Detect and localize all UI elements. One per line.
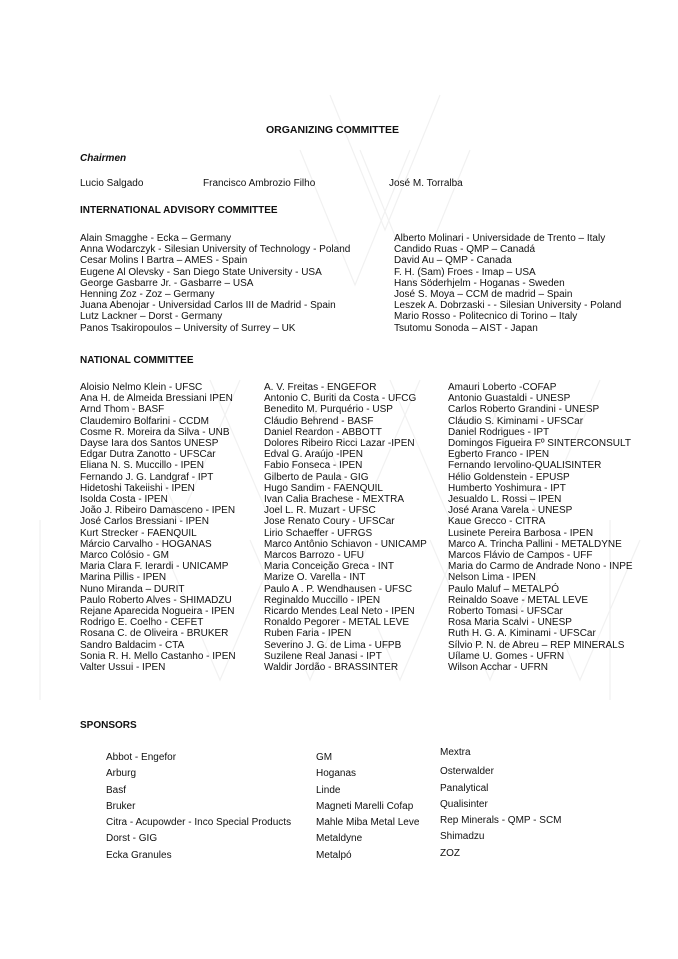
list-item: Benedito M. Purquério - USP [264,404,393,416]
list-item: George Gasbarre Jr. - Gasbarre – USA [80,277,254,289]
list-item: Hans Söderhjelm - Hoganas - Sweden [394,277,565,289]
list-item: Antonio Guastaldi - UNESP [448,393,571,405]
list-item: Marco Antônio Schiavon - UNICAMP [264,538,427,550]
list-item: Waldir Jordão - BRASSINTER [264,662,399,674]
list-item: Humberto Yoshimura - IPT [448,482,566,494]
list-item: Reginaldo Muccillo - IPEN [264,594,381,606]
sponsor-item: Magneti Marelli Cofap [316,800,414,812]
list-item: Cosme R. Moreira da Silva - UNB [80,426,230,438]
sponsors-col1 [106,750,291,864]
national-list-col3 [448,382,633,673]
list-item: Cláudio S. Kiminami - UFSCar [448,415,584,427]
list-item: Edgar Dutra Zanotto - UFSCar [80,449,216,461]
list-item: Candido Ruas - QMP – Canadá [394,244,536,256]
list-item: Paulo Maluf – METALPÓ [448,583,559,595]
sponsor-item: Abbot - Engefor [106,752,177,763]
list-item: Sonia R. H. Mello Castanho - IPEN [80,650,236,662]
list-item: Dolores Ribeiro Ricci Lazar -IPEN [264,438,415,450]
list-item: Maria Clara F. Ierardi - UNICAMP [80,561,229,573]
list-item: José S. Moya – CCM de madrid – Spain [394,289,573,301]
list-item: Edval G. Araújo -IPEN [264,449,363,461]
list-item: Severino J. G. de Lima - UFPB [264,639,402,651]
list-item: Gilberto de Paula - GIG [264,471,369,483]
list-item: A. V. Freitas - ENGEFOR [264,382,377,393]
list-item: David Au – QMP - Canada [394,255,512,267]
sponsor-item: Arburg [106,768,137,780]
list-item: Maria Conceição Greca - INT [264,561,395,573]
sponsor-item: GM [316,752,333,763]
list-item: Eugene Al Olevsky - San Diego State University - USA [80,266,322,278]
sponsor-item: Osterwalder [440,766,494,778]
list-item: Mario Rosso - Politecnico di Torino – Italy [394,311,578,323]
list-item: José Arana Varela - UNESP [448,505,573,517]
list-item: Sílvio P. N. de Abreu – REP MINERALS [448,639,625,651]
sponsors-col3 [440,745,562,862]
list-item: Antonio C. Buriti da Costa - UFCG [264,393,417,405]
list-item: Alain Smagghe - Ecka – Germany [80,233,232,244]
list-item: Ronaldo Pegorer - METAL LEVE [264,617,410,629]
list-item: Valter Ussui - IPEN [80,662,166,674]
list-item: Uílame U. Gomes - UFRN [448,650,565,662]
list-item: Egberto Franco - IPEN [448,449,550,461]
list-item: Hugo Sandim - FAENQUIL [264,482,383,494]
list-item: Claudemiro Bolfarini - CCDM [80,415,209,427]
sponsor-item: Rep Minerals - QMP - SCM [440,815,562,827]
list-item: Anna Wodarczyk - Silesian University of Technology - Poland [80,244,351,256]
list-item: Paulo A . P. Wendhausen - UFSC [264,583,413,595]
list-item: Carlos Roberto Grandini - UNESP [448,404,600,416]
list-item: Márcio Carvalho - HOGANAS [80,538,212,550]
list-item: Lutz Lackner – Dorst - Germany [80,311,223,323]
sponsor-item: Mextra [440,747,471,758]
list-item: Hélio Goldenstein - EPUSP [448,471,570,483]
list-item: Lirio Schaeffer - UFRGS [264,527,373,539]
chairman-name: Lucio Salgado [80,178,144,189]
list-item: Marina Pillis - IPEN [80,572,167,584]
sponsor-item: Metalpó [316,849,352,861]
list-item: Daniel Reardon - ABBOTT [264,426,382,438]
list-item: Eliana N. S. Muccillo - IPEN [80,460,204,472]
list-item: Hidetoshi Takeiishi - IPEN [80,482,195,494]
list-item: Ricardo Mendes Leal Neto - IPEN [264,606,415,618]
list-item: Alberto Molinari - Universidade de Trento – Italy [394,233,606,244]
sponsor-item: Citra - Acupowder - Inco Special Products [106,817,292,829]
list-item: Maria do Carmo de Andrade Nono - INPE [448,561,633,573]
list-item: Dayse Iara dos Santos UNESP [80,438,219,450]
sponsor-item: Basf [106,784,127,796]
list-item: Fernando J. G. Landgraf - IPT [80,471,214,483]
list-item: Reinaldo Soave - METAL LEVE [448,594,589,606]
sponsor-item: Panalytical [440,782,489,794]
chairmen-heading: Chairmen [80,153,127,164]
list-item: Marize O. Varella - INT [264,572,366,584]
list-item: Domingos Figueira Fº SINTERCONSULT [448,438,631,450]
list-item: Leszek A. Dobrzaski - - Silesian University - Poland [394,300,622,312]
list-item: Ruben Faria - IPEN [264,628,352,640]
list-item: Daniel Rodrigues - IPT [448,426,550,438]
list-item: Fernando Iervolino-QUALISINTER [448,460,602,472]
list-item: Roberto Tomasi - UFSCar [448,606,563,618]
list-item: Kurt Strecker - FAENQUIL [80,527,197,539]
list-item: Sandro Baldacim - CTA [80,639,185,651]
list-item: Fabio Fonseca - IPEN [264,460,363,472]
national-heading: NATIONAL COMMITTEE [80,355,194,366]
list-item: Jesualdo L. Rossi – IPEN [448,494,562,506]
list-item: Panos Tsakiropoulos – University of Surrey – UK [80,322,296,334]
list-item: Marco A. Trincha Pallini - METALDYNE [448,538,622,550]
list-item: Nuno Miranda – DURIT [80,583,185,595]
list-item: Rodrigo E. Coelho - CEFET [80,617,204,629]
national-list-col2 [264,382,427,673]
sponsor-item: Metaldyne [316,833,363,845]
sponsor-item: Mahle Miba Metal Leve [316,817,420,829]
sponsor-item: Hoganas [316,768,357,780]
list-item: Marcos Barrozo - UFU [264,550,365,562]
list-item: Jose Renato Coury - UFSCar [264,516,395,528]
sponsor-item: Qualisinter [440,798,488,810]
sponsors-heading: SPONSORS [80,720,137,731]
list-item: Wilson Acchar - UFRN [448,662,549,674]
list-item: Aloisio Nelmo Klein - UFSC [80,382,203,393]
list-item: Rosana C. de Oliveira - BRUKER [80,628,229,640]
list-item: Juana Abenojar - Universidad Carlos III de Madrid - Spain [80,300,336,312]
sponsor-item: Shimadzu [440,831,485,843]
list-item: Ana H. de Almeida Bressiani IPEN [80,393,233,405]
list-item: Marcos Flávio de Campos - UFF [448,550,593,562]
list-item: Nelson Lima - IPEN [448,572,536,584]
list-item: Rosa Maria Scalvi - UNESP [448,617,572,629]
sponsor-item: Bruker [106,800,136,812]
list-item: João J. Ribeiro Damasceno - IPEN [80,505,236,517]
international-list-left [80,233,350,334]
list-item: Suzilene Real Janasi - IPT [264,650,382,662]
sponsor-item: Ecka Granules [106,849,172,861]
chairman-name: José M. Torralba [389,178,463,189]
list-item: Joel L. R. Muzart - UFSC [264,505,376,517]
sponsors-col2 [316,750,419,864]
list-item: Marco Colósio - GM [80,550,169,562]
list-item: Henning Zoz - Zoz – Germany [80,289,215,301]
chairman-name: Francisco Ambrozio Filho [203,178,316,189]
list-item: Ruth H. G. A. Kiminami - UFSCar [448,628,596,640]
list-item: Ivan Calia Brachese - MEXTRA [264,494,405,506]
list-item: Tsutomu Sonoda – AIST - Japan [394,322,538,334]
list-item: Rejane Aparecida Nogueira - IPEN [80,606,235,618]
list-item: F. H. (Sam) Froes - Imap – USA [394,266,536,278]
sponsor-item: Linde [316,784,341,796]
list-item: Isolda Costa - IPEN [80,494,168,506]
page-title: ORGANIZING COMMITTEE [266,124,399,136]
list-item: Kaue Grecco - CITRA [448,516,546,528]
list-item: José Carlos Bressiani - IPEN [80,516,209,528]
list-item: Cesar Molins I Bartra – AMES - Spain [80,255,248,267]
sponsor-item: Dorst - GIG [106,833,158,845]
international-list-right [394,233,621,334]
list-item: Cláudio Behrend - BASF [264,415,374,427]
sponsor-item: ZOZ [440,847,460,859]
list-item: Arnd Thom - BASF [80,404,165,416]
international-heading: INTERNATIONAL ADVISORY COMMITTEE [80,205,278,216]
list-item: Amauri Loberto -COFAP [448,382,557,393]
national-list-col1 [80,382,236,673]
list-item: Paulo Roberto Alves - SHIMADZU [80,594,232,606]
list-item: Lusinete Pereira Barbosa - IPEN [448,527,594,539]
